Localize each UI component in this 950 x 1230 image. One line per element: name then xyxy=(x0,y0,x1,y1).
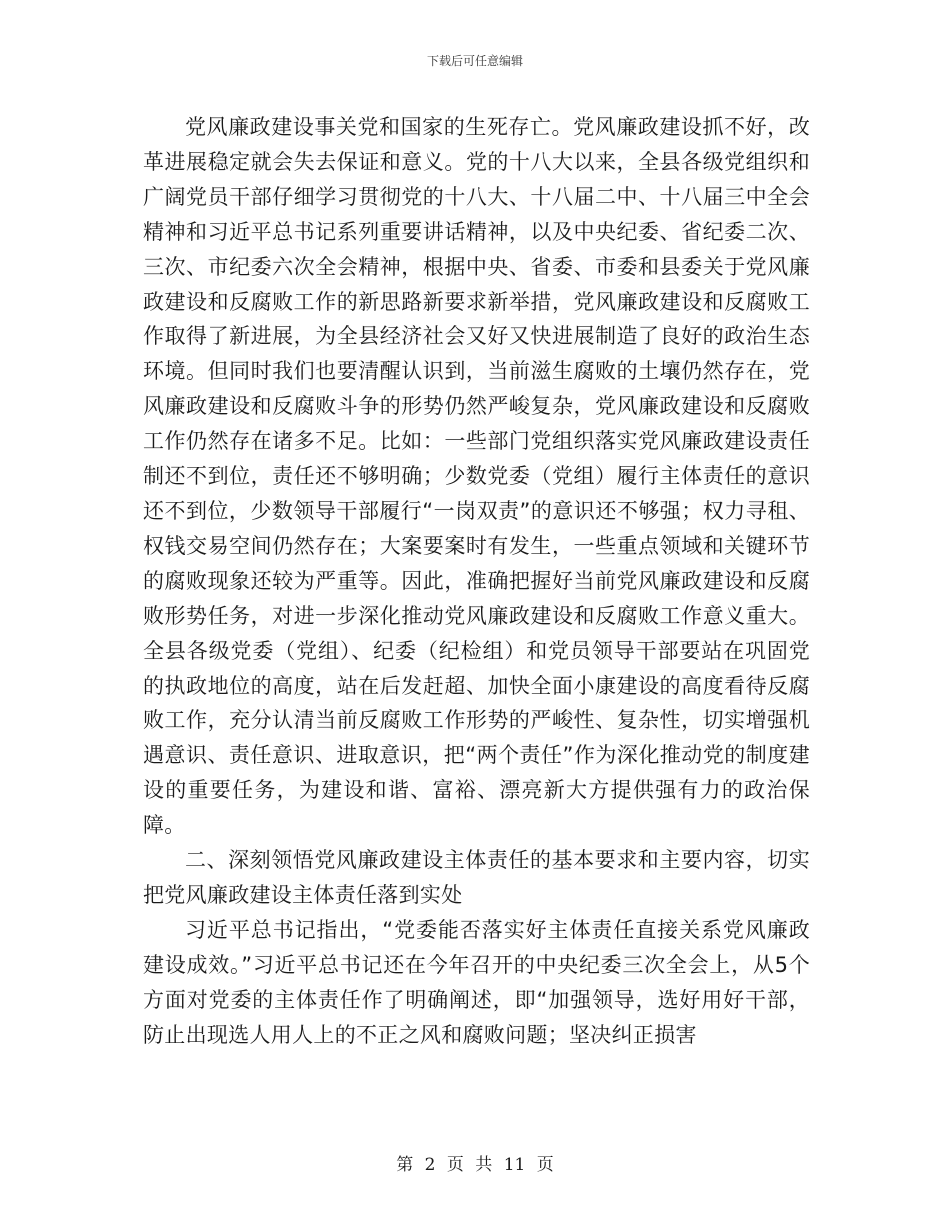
page-number: 第 2 页 共 11 页 xyxy=(396,1155,554,1175)
header-note: 下载后可任意编辑 xyxy=(426,54,523,68)
paragraph: 党风廉政建设事关党和国家的生死存亡。党风廉政建设抓不好，改革进展稳定就会失去保证和意义。党的十八大以来，全县各级党组织和广阔党员干部仔细学习贯彻党的十八大、十八届二中、十八届三中全会精神和习近平总书记系列重要讲话精神，以及中央纪委、省纪委二次、三次、市纪委六次全会精神，根据中央、省委、市委和县委关于党风廉政建设和反腐败工作的新思路新要求新举措，党风廉政建设和反腐败工作取得了新进展，为全县经济社会又好又快进展制造了良好的政治生态环境。但同时我们也要清醒认识到，当前滋生腐败的土壤仍然存在，党风廉政建设和反腐败斗争的形势仍然严峻复杂，党风廉政建设和反腐败工作仍然存在诸多不足。比如：一些部门党组织落实党风廉政建设责任制还不到位，责任还不够明确；少数党委（党组）履行主体责任的意识还不到位，少数领导干部履行“一岗双责”的意识还不够强；权力寻租、权钱交易空间仍然存在；大案要案时有发生，一些重点领域和关键环节的腐败现象还较为严重等。因此，准确把握好当前党风廉政建设和反腐败形势任务，对进一步深化推动党风廉政建设和反腐败工作意义重大。全县各级党委（党组）、纪委（纪检组）和党员领导干部要站在巩固党的执政地位的高度，站在后发赶超、加快全面小康建设的高度看待反腐败工作，充分认清当前反腐败工作形势的严峻性、复杂性，切实增强机遇意识、责任意识、进取意识，把“两个责任”作为深化推动党的制度建设的重要任务，为建设和谐、富裕、漂亮新大方提供强有力的政治保障。 xyxy=(143,115,810,838)
paragraph: 习近平总书记指出，“党委能否落实好主体责任直接关系党风廉政建设成效。”习近平总书记还在今年召开的中央纪委三次全会上，从5个方面对党委的主体责任作了明确阐述，即“加强领导，选好用好干部，防止出现选人用人上的不正之风和腐败问题；坚决纠正损害 xyxy=(143,917,810,1047)
body-text xyxy=(143,110,810,1052)
section-heading: 二、深刻领悟党风廉政建设主体责任的基本要求和主要内容，切实把党风廉政建设主体责任落到实处 xyxy=(143,848,810,907)
